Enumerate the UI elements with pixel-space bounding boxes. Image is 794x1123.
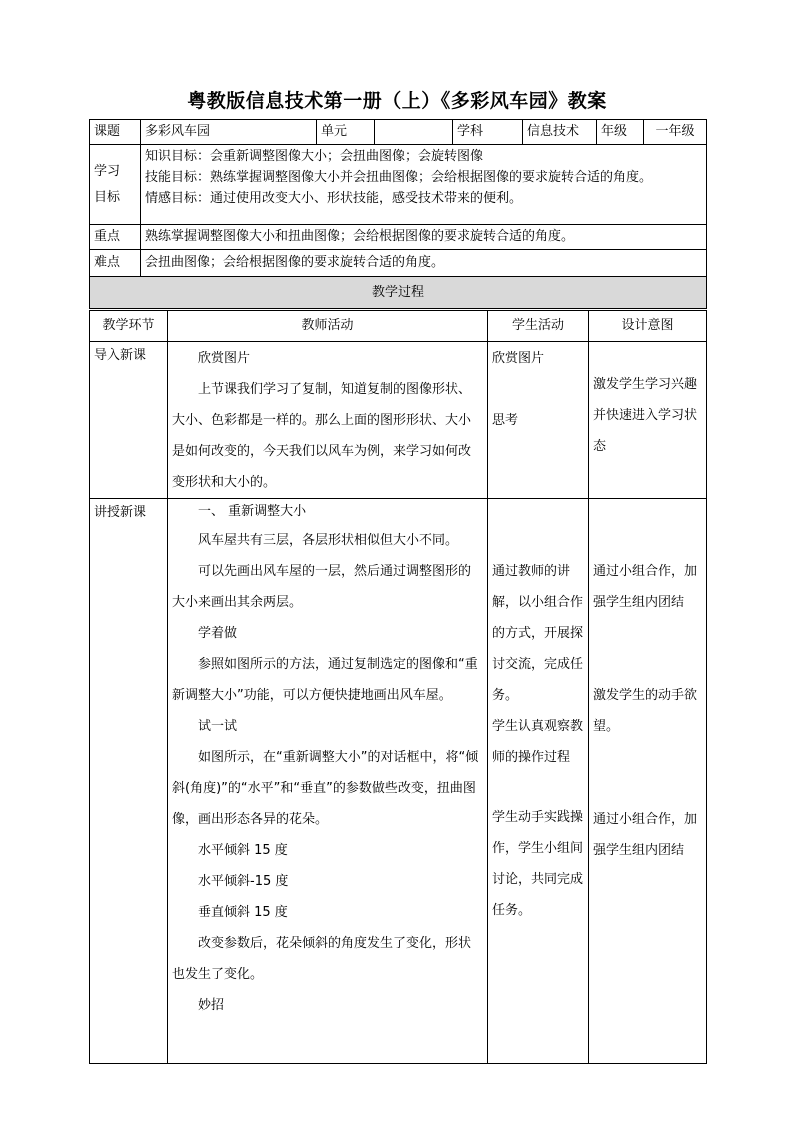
new-p6: 如图所示，在“重新调整大小”的对话框中，将“倾斜(角度)”的“水平”和“垂直”的参数做些改变，扭曲图像，画出形态各异的花朵。: [172, 750, 479, 827]
new-intent-2: 激发学生的动手欲望。: [593, 688, 698, 734]
intro-row: [90, 342, 707, 499]
xueke-label: 学科: [453, 120, 523, 145]
key-label: 重点: [90, 225, 141, 250]
keti-label: 课题: [90, 120, 141, 145]
goals-content: [141, 145, 707, 225]
info-row: [90, 120, 707, 145]
new-intent: [589, 499, 707, 1064]
goals-row: [90, 145, 707, 225]
new-stage: 讲授新课: [90, 499, 168, 1064]
process-table: [89, 310, 707, 1064]
goals-label-line1: 学习: [94, 164, 121, 179]
header-teacher: 教师活动: [168, 311, 488, 342]
goals-label-line2: 目标: [94, 190, 121, 205]
new-p4: 参照如图所示的方法，通过复制选定的图像和“重新调整大小”功能，可以方便快捷地画出风车屋。: [172, 657, 478, 703]
intro-student-2: 思考: [492, 413, 519, 428]
difficulty-row: [90, 250, 707, 277]
header-stage: 教学环节: [90, 311, 168, 342]
danyuan-value: [375, 120, 453, 145]
goal-knowledge: 知识目标：会重新调整图像大小；会扭曲图像；会旋转图像: [145, 149, 484, 164]
new-p11: 妙招: [198, 998, 225, 1013]
goal-skill: 技能目标：熟练掌握调整图像大小并会扭曲图像；会给根据图像的要求旋转合适的角度。: [145, 170, 653, 185]
new-p2: 可以先画出风车屋的一层，然后通过调整图形的大小来画出其余两层。: [172, 564, 472, 610]
new-p10: 改变参数后，花朵倾斜的角度发生了变化，形状也发生了变化。: [172, 936, 472, 982]
keti-value: 多彩风车园: [141, 120, 317, 145]
danyuan-label: 单元: [317, 120, 375, 145]
header-intent: 设计意图: [589, 311, 707, 342]
xueke-value: 信息技术: [523, 120, 597, 145]
intro-teacher: [168, 342, 488, 499]
intro-intent: [589, 342, 707, 499]
new-student-3: 学生动手实践操作，学生小组间讨论，共同完成任务。: [492, 810, 584, 918]
difficulty-text: 会扭曲图像；会给根据图像的要求旋转合适的角度。: [141, 250, 707, 277]
new-p8: 水平倾斜-15 度: [198, 874, 289, 889]
intro-teacher-p2: 上节课我们学习了复制，知道复制的图像形状、大小、色彩都是一样的。那么上面的图形形状、大小是如何改变的，今天我们以风车为例，来学习如何改变形状和大小的。: [172, 382, 472, 490]
process-band: 教学过程: [90, 277, 707, 309]
new-intent-3: 通过小组合作，加强学生组内团结: [593, 812, 698, 858]
page-title: 粤教版信息技术第一册（上）《多彩风车园》教案: [187, 90, 607, 112]
intro-student-1: 欣赏图片: [492, 351, 545, 366]
key-text: 熟练掌握调整图像大小和扭曲图像；会给根据图像的要求旋转合适的角度。: [141, 225, 707, 250]
new-p3: 学着做: [198, 626, 238, 641]
new-p5: 试一试: [198, 719, 238, 734]
goal-emotion: 情感目标：通过使用改变大小、形状技能，感受技术带来的便利。: [145, 191, 523, 206]
process-band-row: [90, 277, 707, 309]
info-table: [89, 119, 707, 309]
new-intent-1: 通过小组合作，加强学生组内团结: [593, 564, 698, 610]
intro-intent-text: 激发学生学习兴趣并快速进入学习状态: [593, 377, 698, 454]
process-header-row: [90, 311, 707, 342]
intro-teacher-p1: 欣赏图片: [198, 351, 251, 366]
difficulty-label: 难点: [90, 250, 141, 277]
new-p7: 水平倾斜 15 度: [198, 843, 288, 858]
nianji-label: 年级: [597, 120, 644, 145]
new-teacher: [168, 499, 488, 1064]
header-student: 学生活动: [488, 311, 589, 342]
nianji-value: 一年级: [644, 120, 707, 145]
new-student-1: 通过教师的讲解，以小组合作的方式，开展探讨交流，完成任务。: [492, 564, 584, 703]
new-student: [488, 499, 589, 1064]
intro-stage: 导入新课: [90, 342, 168, 499]
new-p1: 风车屋共有三层，各层形状相似但大小不同。: [198, 533, 459, 548]
new-student-2: 学生认真观察教师的操作过程: [492, 719, 584, 765]
intro-student: [488, 342, 589, 499]
new-heading: 一、 重新调整大小: [198, 504, 307, 519]
new-p9: 垂直倾斜 15 度: [198, 905, 288, 920]
new-lesson-row: [90, 499, 707, 1064]
key-row: [90, 225, 707, 250]
goals-label: [90, 145, 141, 225]
